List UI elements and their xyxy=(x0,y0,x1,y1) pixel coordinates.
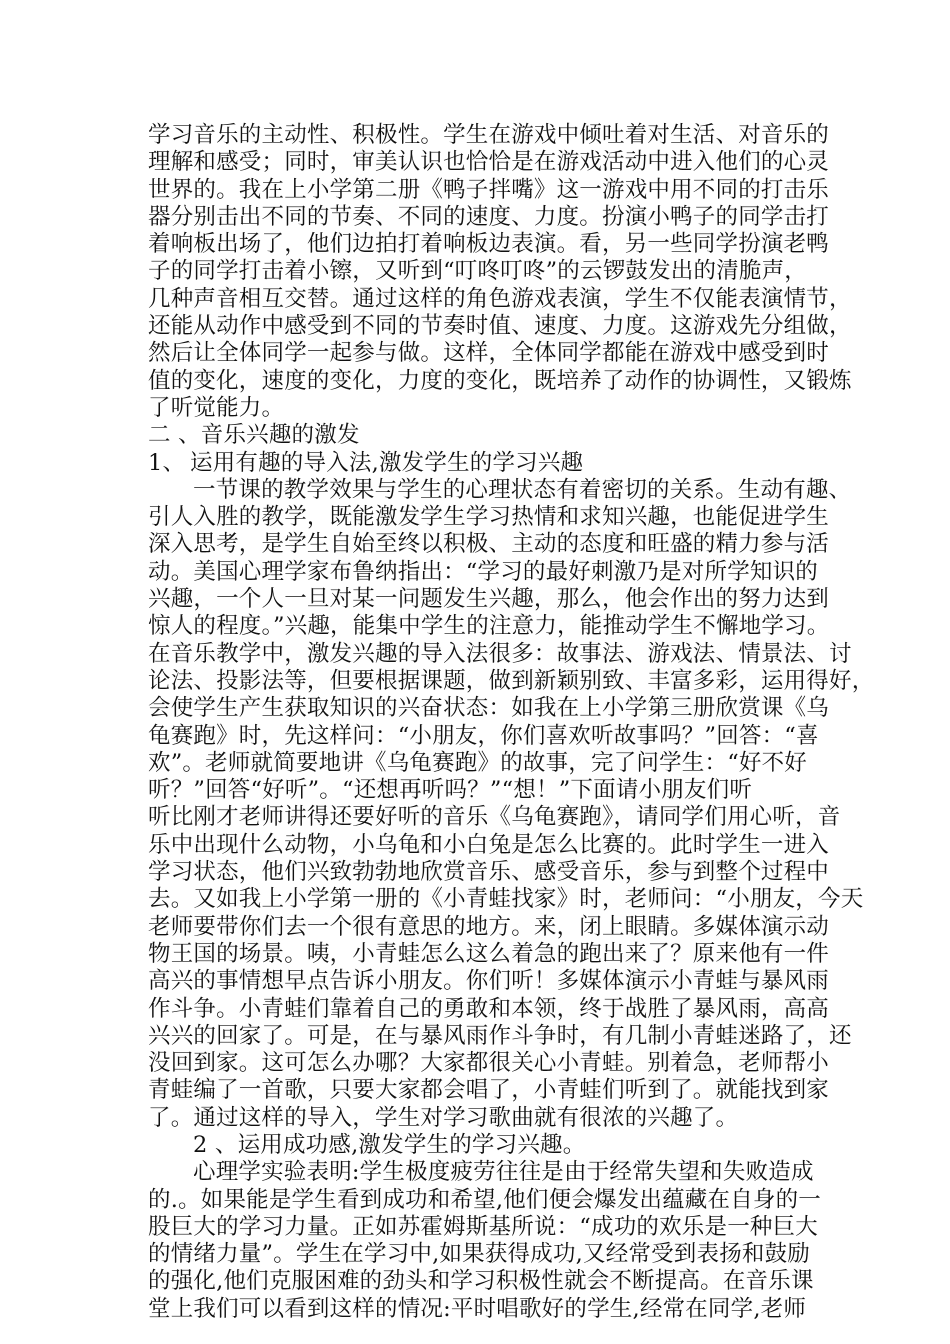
paragraph-line: 了听觉能力。 xyxy=(148,394,285,421)
paragraph-line: 的.。如果能是学生看到成功和希望,他们便会爆发出蕴藏在自身的一 xyxy=(148,1186,822,1213)
paragraph-line: 高兴的事情想早点告诉小朋友。你们听！多媒体演示小青蛙与暴风雨 xyxy=(148,968,830,995)
paragraph-line: 器分别击出不同的节奏、不同的速度、力度。扮演小鸭子的同学击打 xyxy=(148,203,830,230)
paragraph-line: 引人入胜的教学，既能激发学生学习热情和求知兴趣，也能促进学生 xyxy=(148,504,830,531)
paragraph-line: 还能从动作中感受到不同的节奏时值、速度、力度。这游戏先分组做， xyxy=(148,313,852,340)
paragraph-line: 子的同学打击着小镲，又听到“叮咚叮咚”的云锣鼓发出的清脆声， xyxy=(148,258,808,285)
paragraph-line: 作斗争。小青蛙们靠着自己的勇敢和本领，终于战胜了暴风雨，高高 xyxy=(148,995,830,1022)
paragraph-line: 兴趣，一个人一旦对某一问题发生兴趣，那么，他会作出的努力达到 xyxy=(148,586,830,613)
paragraph-line: 的强化,他们克服困难的劲头和学习积极性就会不断提高。在音乐课 xyxy=(148,1268,814,1295)
subsection-number: 1、 xyxy=(148,449,186,476)
paragraph-line: 世界的。我在上小学第二册《鸭子拌嘴》这一游戏中用不同的打击乐 xyxy=(148,176,830,203)
paragraph-line: 堂上我们可以看到这样的情况:平时唱歌好的学生,经常在同学,老师 xyxy=(148,1295,807,1322)
paragraph-line: 听？”回答“好听”。“还想再听吗？”“想！”下面请小朋友们听 xyxy=(148,777,753,804)
paragraph-line: 着响板出场了，他们边拍打着响板边表演。看，另一些同学扮演老鸭 xyxy=(148,231,830,258)
paragraph-line: 乐中出现什么动物，小乌龟和小白兔是怎么比赛的。此时学生一进入 xyxy=(148,831,830,858)
paragraph-line: 学习音乐的主动性、积极性。学生在游戏中倾吐着对生活、对音乐的 xyxy=(148,122,830,148)
paragraph-line: 了。通过这样的导入，学生对学习歌曲就有很浓的兴趣了。 xyxy=(148,1104,739,1131)
paragraph-line: 惊人的程度。”兴趣，能集中学生的注意力，能推动学生不懈地学习。 xyxy=(148,613,830,640)
paragraph-line: 理解和感受；同时，审美认识也恰恰是在游戏活动中进入他们的心灵 xyxy=(148,149,830,176)
paragraph-line: 心理学实验表明:学生极度疲劳往往是由于经常失望和失败造成 xyxy=(193,1159,814,1186)
subsection-title: 运用有趣的导入法,激发学生的学习兴趣 xyxy=(190,449,584,476)
section-heading: 二 、音乐兴趣的激发 xyxy=(148,422,360,449)
subsection-heading-2: 2 、运用成功感,激发学生的学习兴趣。 xyxy=(193,1131,586,1158)
paragraph-line: 深入思考，是学生自始至终以积极、主动的态度和旺盛的精力参与活 xyxy=(148,531,830,558)
document-page xyxy=(148,122,875,1323)
paragraph-line: 物王国的场景。咦，小青蛙怎么这么着急的跑出来了？原来他有一件 xyxy=(148,940,830,967)
subsection-heading-1 xyxy=(148,450,828,477)
paragraph-line: 兴兴的回家了。可是，在与暴风雨作斗争时，有几制小青蛙迷路了，还 xyxy=(148,1022,852,1049)
paragraph-line: 在音乐教学中，激发兴趣的导入法很多：故事法、游戏法、情景法、讨 xyxy=(148,640,852,667)
paragraph-line: 值的变化，速度的变化，力度的变化，既培养了动作的协调性，又锻炼 xyxy=(148,367,852,394)
paragraph-line: 去。又如我上小学第一册的《小青蛙找家》时，老师问：“小朋友，今天 xyxy=(148,886,864,913)
paragraph-line: 几种声音相互交替。通过这样的角色游戏表演，学生不仅能表演情节， xyxy=(148,285,852,312)
paragraph-line: 动。美国心理学家布鲁纳指出：“学习的最好刺激乃是对所学知识的 xyxy=(148,558,819,585)
paragraph-line: 欢”。老师就简要地讲《乌龟赛跑》的故事，完了问学生：“好不好 xyxy=(148,749,808,776)
paragraph-line: 没回到家。这可怎么办哪？大家都很关心小青蛙。别着急，老师帮小 xyxy=(148,1050,830,1077)
paragraph-line: 青蛙编了一首歌，只要大家都会唱了，小青蛙们听到了。就能找到家 xyxy=(148,1077,830,1104)
paragraph-line: 龟赛跑》时，先这样问：“小朋友，你们喜欢听故事吗？”回答：“喜 xyxy=(148,722,819,749)
paragraph-line: 一节课的教学效果与学生的心理状态有着密切的关系。生动有趣、 xyxy=(193,476,852,503)
paragraph-line: 的情绪力量”。学生在学习中,如果获得成功,又经常受到表扬和鼓励 xyxy=(148,1241,811,1268)
paragraph-line: 学习状态，他们兴致勃勃地欣赏音乐、感受音乐，参与到整个过程中 xyxy=(148,859,830,886)
paragraph-line: 然后让全体同学一起参与做。这样，全体同学都能在游戏中感受到时 xyxy=(148,340,830,367)
paragraph-line: 股巨大的学习力量。正如苏霍姆斯基所说：“成功的欢乐是一种巨大 xyxy=(148,1213,819,1240)
paragraph-line: 听比刚才老师讲得还要好听的音乐《乌龟赛跑》，请同学们用心听，音 xyxy=(148,804,841,831)
paragraph-line: 老师要带你们去一个很有意思的地方。来，闭上眼睛。多媒体演示动 xyxy=(148,913,830,940)
paragraph-line: 会使学生产生获取知识的兴奋状态：如我在上小学第三册欣赏课《乌 xyxy=(148,695,830,722)
paragraph-line: 论法、投影法等，但要根据课题，做到新颖别致、丰富多彩，运用得好， xyxy=(148,667,875,694)
